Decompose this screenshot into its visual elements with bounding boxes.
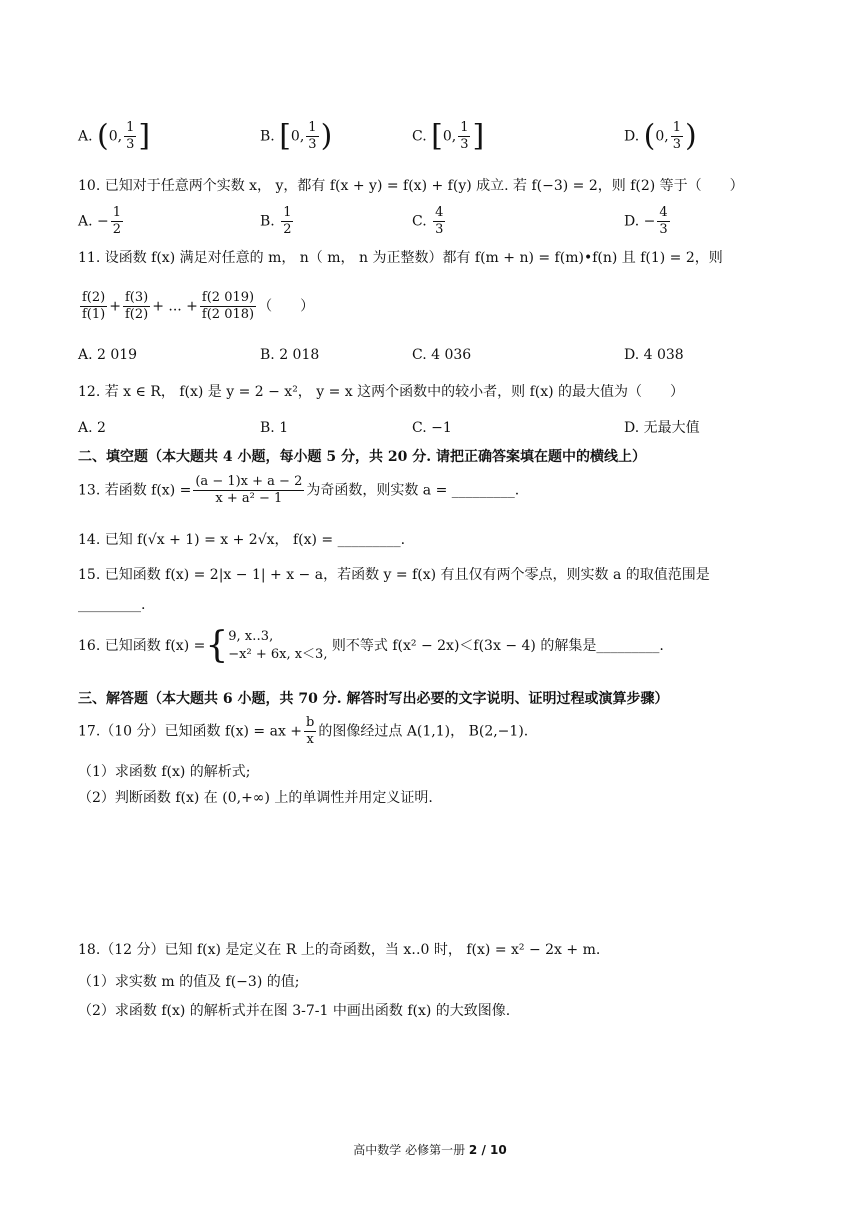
option-label: A. bbox=[78, 213, 93, 230]
numerator: b bbox=[306, 715, 315, 730]
left-brace: { bbox=[205, 625, 229, 666]
section-heading-solutions: 三、解答题（本大题共 6 小题，共 70 分. 解答时写出必要的文字说明、证明过程或演算步骤） bbox=[78, 691, 669, 707]
q12-stem: 12. 若 x ∈ R， f(x) 是 y = 2 − x²， y = x 这两个函数中的较小者，则 f(x) 的最大值为（ ） bbox=[78, 384, 685, 400]
numerator: 1 bbox=[308, 120, 317, 135]
bracket: ( bbox=[643, 118, 656, 154]
fraction bbox=[123, 290, 150, 323]
denominator: 3 bbox=[308, 137, 317, 152]
q15-blank: _________. bbox=[78, 597, 146, 613]
interval-lead: 0, bbox=[108, 128, 123, 145]
fraction bbox=[281, 205, 293, 238]
q13-stem bbox=[78, 474, 519, 507]
interval-lead: 0, bbox=[655, 128, 669, 145]
denominator: f(2 018) bbox=[201, 307, 255, 322]
denominator: 2 bbox=[112, 222, 122, 237]
bracket: ] bbox=[138, 118, 151, 154]
q11-option-d: D. 4 038 bbox=[624, 347, 684, 363]
bracket: ] bbox=[472, 118, 485, 154]
page-number: 2 / 10 bbox=[468, 1143, 507, 1157]
case-2: −x² + 6x, x＜3, bbox=[228, 647, 328, 662]
q16-tail: 则不等式 f(x² − 2x)＜f(3x − 4) 的解集是_________. bbox=[331, 638, 664, 654]
sign: − bbox=[643, 213, 656, 230]
numerator: 4 bbox=[435, 205, 444, 220]
fraction bbox=[458, 120, 470, 153]
q18-part-2: （2）求函数 f(x) 的解析式并在图 3-7-1 中画出函数 f(x) 的大致图像. bbox=[78, 1003, 511, 1019]
q11-stem: 11. 设函数 f(x) 满足对任意的 m， n（ m， n 为正整数）都有 f(m + n) = f(m)•f(n) 且 f(1) = 2，则 bbox=[78, 250, 723, 266]
option-label: B. bbox=[260, 128, 275, 145]
section-heading-fill-in: 二、填空题（本大题共 4 小题，每小题 5 分，共 20 分. 请把正确答案填在题中的横线上） bbox=[78, 449, 646, 465]
bracket: ) bbox=[685, 118, 697, 154]
q9-option-a bbox=[78, 120, 150, 153]
q12-option-c: C. −1 bbox=[412, 420, 452, 436]
q10-option-c bbox=[412, 205, 447, 238]
denominator: 3 bbox=[126, 137, 135, 152]
q9-option-c bbox=[412, 120, 484, 153]
q13-lead: 13. 若函数 f(x) = bbox=[78, 482, 192, 499]
denominator: 3 bbox=[659, 222, 668, 237]
piecewise-cases bbox=[228, 628, 327, 664]
q16-stem bbox=[78, 625, 664, 666]
q18-stem: 18.（12 分）已知 f(x) 是定义在 R 上的奇函数，当 x‥0 时， f(x) = x² − 2x + m. bbox=[78, 942, 601, 958]
numerator: f(2 019) bbox=[201, 290, 255, 305]
q17-stem bbox=[78, 715, 528, 748]
fraction bbox=[657, 205, 669, 238]
fraction bbox=[433, 205, 445, 238]
answer-paren: （ ） bbox=[258, 298, 315, 315]
fraction bbox=[80, 290, 107, 323]
denominator: 2 bbox=[283, 222, 292, 237]
bracket: [ bbox=[431, 118, 443, 154]
option-label: B. bbox=[260, 213, 275, 230]
q11-option-b: B. 2 018 bbox=[260, 347, 320, 363]
q9-option-b bbox=[260, 120, 332, 153]
fraction bbox=[306, 120, 318, 153]
option-label: D. bbox=[624, 128, 640, 145]
q12-option-b: B. 1 bbox=[260, 420, 289, 436]
numerator: (a − 1)x + a − 2 bbox=[195, 474, 303, 489]
denominator: 3 bbox=[460, 137, 469, 152]
numerator: 1 bbox=[283, 205, 292, 220]
q16-lead: 16. 已知函数 f(x) = bbox=[78, 638, 206, 654]
q10-option-d bbox=[624, 205, 672, 238]
denominator: x bbox=[306, 732, 314, 747]
option-label: D. bbox=[624, 213, 640, 230]
page-footer bbox=[0, 1141, 860, 1158]
q12-option-a: A. 2 bbox=[78, 420, 106, 436]
q10-option-b bbox=[260, 205, 295, 238]
q10-stem: 10. 已知对于任意两个实数 x， y，都有 f(x + y) = f(x) + f(y) 成立. 若 f(−3) = 2，则 f(2) 等于（ ） bbox=[78, 178, 744, 194]
numerator: 1 bbox=[112, 205, 122, 220]
fraction bbox=[111, 205, 123, 238]
footer-subject: 高中数学 必修第一册 bbox=[353, 1143, 466, 1157]
numerator: 4 bbox=[659, 205, 668, 220]
q10-option-a bbox=[78, 205, 125, 238]
denominator: 3 bbox=[672, 137, 681, 152]
q13-tail: 为奇函数，则实数 a = _________. bbox=[306, 482, 520, 499]
numerator: f(2) bbox=[82, 290, 106, 305]
fraction bbox=[193, 474, 304, 507]
denominator: x + a² − 1 bbox=[215, 491, 283, 506]
case-1: 9, x‥3, bbox=[228, 629, 274, 644]
q17-tail: 的图像经过点 A(1,1)， B(2,−1). bbox=[318, 723, 529, 740]
q12-option-d: D. 无最大值 bbox=[624, 420, 700, 436]
bracket: ( bbox=[97, 118, 109, 154]
fraction bbox=[671, 120, 683, 153]
fraction bbox=[304, 715, 316, 748]
numerator: f(3) bbox=[124, 290, 149, 305]
numerator: 1 bbox=[672, 120, 681, 135]
option-label: C. bbox=[412, 213, 427, 230]
q11-option-c: C. 4 036 bbox=[412, 347, 472, 363]
q15-stem: 15. 已知函数 f(x) = 2|x − 1| + x − a，若函数 y = f(x) 有且仅有两个零点，则实数 a 的取值范围是 bbox=[78, 567, 710, 583]
q11-expression bbox=[78, 290, 314, 323]
denominator: 3 bbox=[435, 222, 444, 237]
fraction bbox=[124, 120, 136, 153]
option-label: A. bbox=[78, 128, 93, 145]
numerator: 1 bbox=[460, 120, 469, 135]
operator: + ... + bbox=[152, 298, 198, 315]
option-label: C. bbox=[412, 128, 427, 145]
bracket: ) bbox=[320, 118, 333, 154]
q14-stem: 14. 已知 f(√x + 1) = x + 2√x， f(x) = _________. bbox=[78, 532, 406, 548]
interval-lead: 0, bbox=[290, 128, 305, 145]
fraction bbox=[200, 290, 256, 323]
numerator: 1 bbox=[126, 120, 135, 135]
operator: + bbox=[109, 298, 121, 315]
bracket: [ bbox=[279, 118, 291, 154]
q17-part-1: （1）求函数 f(x) 的解析式; bbox=[78, 764, 251, 780]
interval-lead: 0, bbox=[442, 128, 457, 145]
q17-part-2: （2）判断函数 f(x) 在 (0,+∞) 上的单调性并用定义证明. bbox=[78, 790, 433, 806]
sign: − bbox=[97, 213, 109, 230]
q17-lead: 17.（10 分）已知函数 f(x) = ax + bbox=[78, 723, 303, 740]
q11-option-a: A. 2 019 bbox=[78, 347, 138, 363]
denominator: f(2) bbox=[124, 307, 149, 322]
q9-option-d bbox=[624, 120, 697, 153]
q18-part-1: （1）求实数 m 的值及 f(−3) 的值; bbox=[78, 974, 300, 990]
denominator: f(1) bbox=[82, 307, 106, 322]
